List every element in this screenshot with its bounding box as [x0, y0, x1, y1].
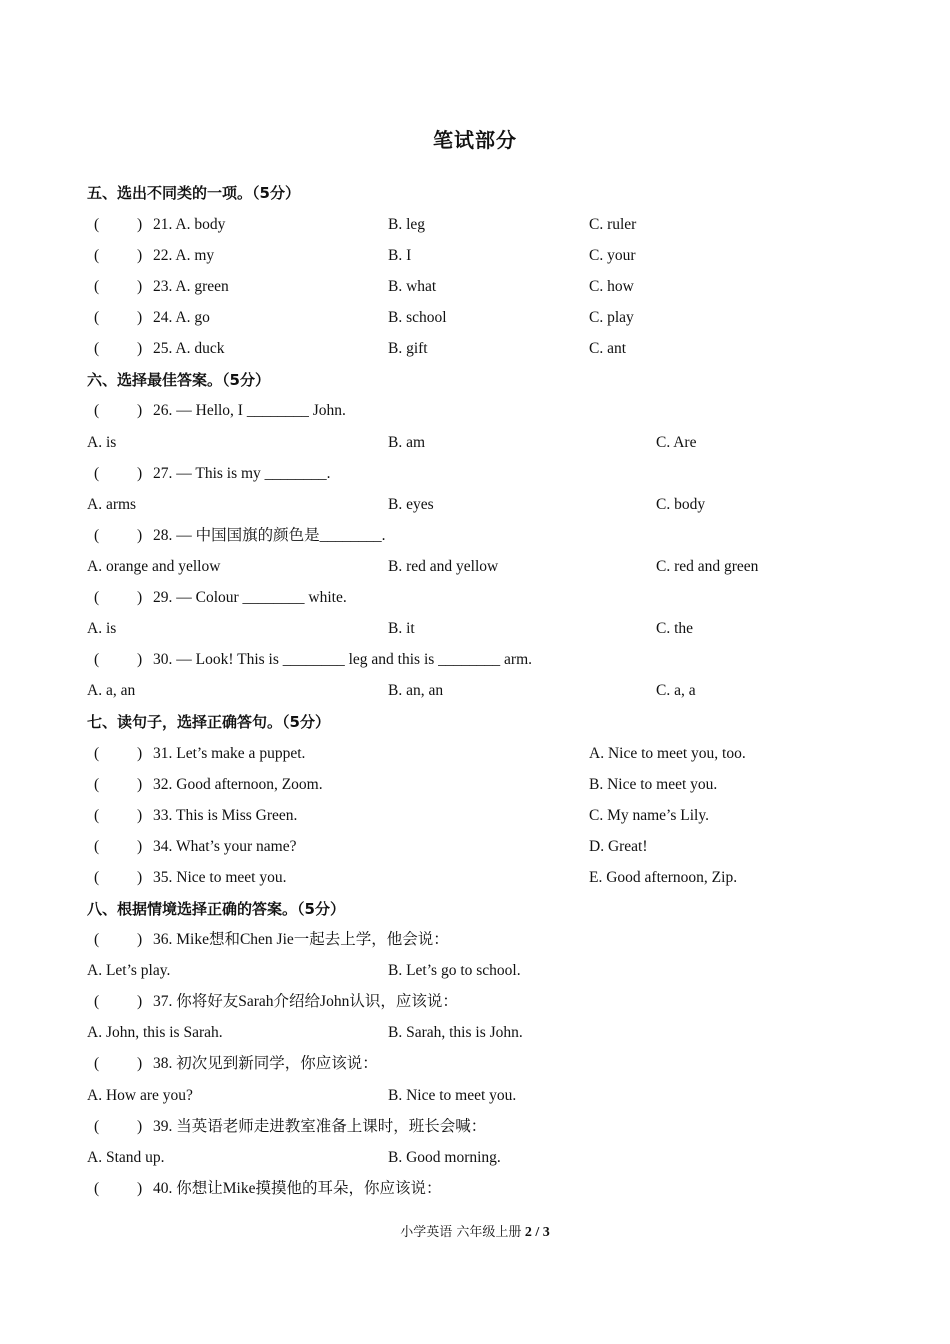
question-35: [0, 866, 950, 890]
question-text: 23. A. green: [153, 278, 229, 295]
options-36: [0, 959, 950, 983]
option-b: B. school: [388, 309, 447, 326]
question-38: [0, 1052, 950, 1076]
options-26: [0, 431, 950, 455]
question-29: [0, 586, 950, 610]
options-30: [0, 679, 950, 703]
page-footer: [0, 1222, 950, 1244]
option-b: B. red and yellow: [388, 558, 499, 575]
question-34: [0, 835, 950, 859]
option-a: A. John, this is Sarah.: [87, 1024, 223, 1041]
page-title: 笔试部分: [433, 128, 517, 152]
option-a: A. is: [87, 434, 117, 451]
option-b: B. eyes: [388, 496, 434, 513]
section-7-heading: 七、读句子，选择正确答句。（5分）: [87, 713, 330, 731]
question-text: 40. 你想让Mike摸摸他的耳朵，你应该说：: [153, 1180, 442, 1197]
footer-subject: 小学英语 六年级上册: [400, 1225, 522, 1240]
options-28: [0, 555, 950, 579]
question-23: [0, 275, 950, 299]
question-24: [0, 306, 950, 330]
answer-option: C. My name’s Lily.: [589, 807, 709, 824]
question-text: 34. What’s your name?: [153, 838, 297, 855]
option-a: A. orange and yellow: [87, 558, 221, 575]
question-21: [0, 213, 950, 237]
question-text: 29. — Colour ________ white.: [153, 589, 347, 606]
option-c: C. your: [589, 247, 636, 264]
options-37: [0, 1021, 950, 1045]
option-b: B. Sarah, this is John.: [388, 1024, 523, 1041]
option-b: B. it: [388, 620, 415, 637]
question-28: [0, 524, 950, 548]
question-25: [0, 337, 950, 361]
option-b: B. leg: [388, 216, 426, 233]
question-26: [0, 399, 950, 423]
question-text: 35. Nice to meet you.: [153, 869, 287, 886]
question-31: [0, 742, 950, 766]
option-b: B. an, an: [388, 682, 444, 699]
question-text: 31. Let’s make a puppet.: [153, 745, 306, 762]
option-b: B. Nice to meet you.: [388, 1087, 517, 1104]
question-40: [0, 1177, 950, 1201]
question-30: [0, 648, 950, 672]
option-a: A. arms: [87, 496, 137, 513]
question-22: [0, 244, 950, 268]
question-33: [0, 804, 950, 828]
section-8-heading: 八、根据情境选择正确的答案。（5分）: [87, 900, 345, 918]
question-37: [0, 990, 950, 1014]
option-b: B. gift: [388, 340, 428, 357]
question-text: 27. — This is my ________.: [153, 465, 331, 482]
option-c: C. ant: [589, 340, 627, 357]
option-b: B. what: [388, 278, 437, 295]
options-39: [0, 1146, 950, 1170]
question-text: 26. — Hello, I ________ John.: [153, 402, 346, 419]
question-text: 36. Mike想和Chen Jie一起去上学，他会说：: [153, 931, 449, 948]
answer-option: E. Good afternoon, Zip.: [589, 869, 738, 886]
options-29: [0, 617, 950, 641]
option-c: C. Are: [656, 434, 697, 451]
answer-option: A. Nice to meet you, too.: [589, 745, 746, 762]
option-c: C. red and green: [656, 558, 759, 575]
footer-total-pages: 3: [542, 1225, 550, 1240]
option-b: B. I: [388, 247, 412, 264]
question-text: 33. This is Miss Green.: [153, 807, 298, 824]
option-b: B. am: [388, 434, 426, 451]
question-text: 28. — 中国国旗的颜色是________.: [153, 527, 386, 544]
answer-option: D. Great!: [589, 838, 648, 855]
question-32: [0, 773, 950, 797]
question-text: 39. 当英语老师走进教室准备上课时，班长会喊：: [153, 1118, 487, 1135]
options-38: [0, 1084, 950, 1108]
option-a: A. a, an: [87, 682, 136, 699]
footer-separator: /: [535, 1225, 540, 1240]
option-a: A. Let’s play.: [87, 962, 171, 979]
option-b: B. Good morning.: [388, 1149, 501, 1166]
footer-page-number: 2: [524, 1225, 532, 1240]
options-27: [0, 493, 950, 517]
question-text: 38. 初次见到新同学，你应该说：: [153, 1055, 378, 1072]
option-a: A. is: [87, 620, 117, 637]
question-27: [0, 462, 950, 486]
section-5-heading: 五、选出不同类的一项。（5分）: [87, 184, 300, 202]
option-c: C. a, a: [656, 682, 696, 699]
option-b: B. Let’s go to school.: [388, 962, 521, 979]
question-39: [0, 1115, 950, 1139]
question-text: 32. Good afternoon, Zoom.: [153, 776, 323, 793]
option-c: C. the: [656, 620, 694, 637]
question-text: 22. A. my: [153, 247, 215, 264]
question-text: 37. 你将好友Sarah介绍给John认识，应该说：: [153, 993, 458, 1010]
question-text: 24. A. go: [153, 309, 210, 326]
option-a: A. How are you?: [87, 1087, 193, 1104]
option-c: C. play: [589, 309, 634, 326]
option-c: C. ruler: [589, 216, 637, 233]
question-text: 25. A. duck: [153, 340, 225, 357]
answer-option: B. Nice to meet you.: [589, 776, 718, 793]
section-6-heading: 六、选择最佳答案。（5分）: [87, 371, 270, 389]
question-36: [0, 928, 950, 952]
question-text: 21. A. body: [153, 216, 226, 233]
option-c: C. how: [589, 278, 634, 295]
option-c: C. body: [656, 496, 706, 513]
question-text: 30. — Look! This is ________ leg and this is ________ arm.: [153, 651, 533, 668]
option-a: A. Stand up.: [87, 1149, 165, 1166]
